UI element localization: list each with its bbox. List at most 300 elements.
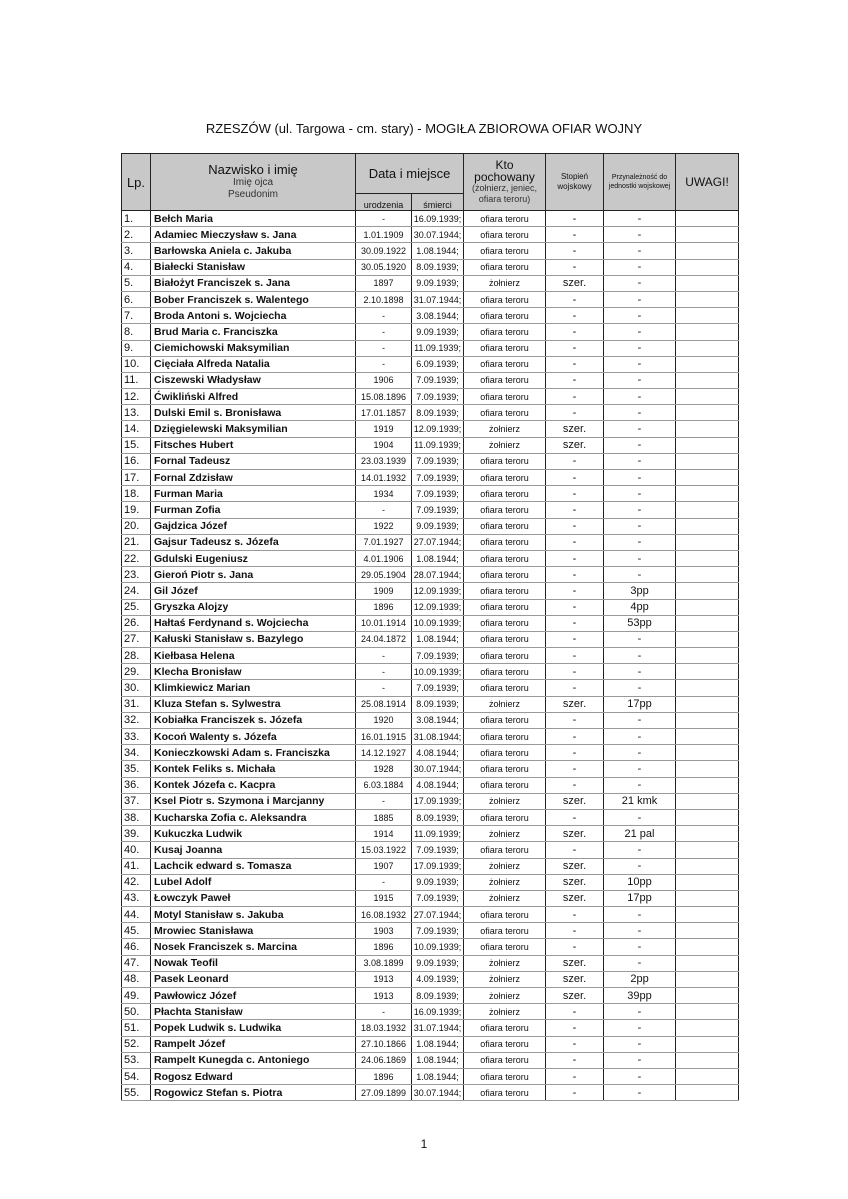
row-kto: ofiara teroru: [464, 680, 546, 696]
row-unit: -: [604, 211, 676, 227]
row-unit: -: [604, 550, 676, 566]
row-unit: -: [604, 389, 676, 405]
row-unit: -: [604, 518, 676, 534]
row-stopien: szer.: [546, 858, 604, 874]
row-birth: -: [356, 340, 412, 356]
row-number: 40.: [122, 842, 151, 858]
row-death: 31.07.1944;: [412, 291, 464, 307]
row-name: Nosek Franciszek s. Marcina: [151, 939, 356, 955]
row-unit: -: [604, 1052, 676, 1068]
row-name: Rogosz Edward: [151, 1068, 356, 1084]
row-stopien: -: [546, 1052, 604, 1068]
row-birth: -: [356, 874, 412, 890]
row-stopien: -: [546, 534, 604, 550]
row-birth: 1934: [356, 486, 412, 502]
row-birth: 24.06.1869: [356, 1052, 412, 1068]
table-row: [122, 923, 739, 939]
row-name: Kontek Józefa c. Kacpra: [151, 777, 356, 793]
row-unit: -: [604, 437, 676, 453]
page-number: 1: [420, 1137, 428, 1151]
row-number: 26.: [122, 615, 151, 631]
row-death: 12.09.1939;: [412, 421, 464, 437]
row-uwagi: [676, 631, 739, 647]
header-death: śmierci: [412, 194, 464, 211]
row-kto: ofiara teroru: [464, 259, 546, 275]
row-number: 29.: [122, 664, 151, 680]
row-uwagi: [676, 777, 739, 793]
row-birth: 1928: [356, 761, 412, 777]
row-unit: -: [604, 340, 676, 356]
row-name: Fornal Zdzisław: [151, 470, 356, 486]
row-kto: ofiara teroru: [464, 308, 546, 324]
row-name: Popek Ludwik s. Ludwika: [151, 1020, 356, 1036]
table-row: [122, 486, 739, 502]
table-row: [122, 696, 739, 712]
row-uwagi: [676, 356, 739, 372]
row-number: 47.: [122, 955, 151, 971]
row-name: Lachcik edward s. Tomasza: [151, 858, 356, 874]
row-uwagi: [676, 826, 739, 842]
row-stopien: -: [546, 923, 604, 939]
row-uwagi: [676, 518, 739, 534]
row-unit: -: [604, 648, 676, 664]
row-death: 1.08.1944;: [412, 631, 464, 647]
row-name: Ksel Piotr s. Szymona i Marcjanny: [151, 793, 356, 809]
row-kto: żołnierz: [464, 437, 546, 453]
row-stopien: -: [546, 243, 604, 259]
row-kto: ofiara teroru: [464, 405, 546, 421]
row-uwagi: [676, 211, 739, 227]
row-name: Motyl Stanisław s. Jakuba: [151, 907, 356, 923]
table-row: [122, 680, 739, 696]
table-row: [122, 243, 739, 259]
row-number: 51.: [122, 1020, 151, 1036]
row-number: 28.: [122, 648, 151, 664]
table-row: [122, 1052, 739, 1068]
row-number: 37.: [122, 793, 151, 809]
row-unit: -: [604, 680, 676, 696]
row-death: 9.09.1939;: [412, 874, 464, 890]
row-kto: ofiara teroru: [464, 567, 546, 583]
row-birth: 1920: [356, 712, 412, 728]
row-stopien: -: [546, 308, 604, 324]
row-kto: ofiara teroru: [464, 518, 546, 534]
row-name: Gajdzica Józef: [151, 518, 356, 534]
row-uwagi: [676, 291, 739, 307]
row-stopien: -: [546, 777, 604, 793]
row-number: 6.: [122, 291, 151, 307]
row-death: 4.08.1944;: [412, 745, 464, 761]
table-row: [122, 615, 739, 631]
row-number: 10.: [122, 356, 151, 372]
table-row: [122, 648, 739, 664]
table-row: [122, 599, 739, 615]
row-unit: -: [604, 259, 676, 275]
row-name: Kontek Feliks s. Michała: [151, 761, 356, 777]
row-name: Gil Józef: [151, 583, 356, 599]
row-number: 20.: [122, 518, 151, 534]
row-birth: 1897: [356, 275, 412, 291]
table-row: [122, 405, 739, 421]
row-stopien: -: [546, 907, 604, 923]
row-uwagi: [676, 599, 739, 615]
row-uwagi: [676, 470, 739, 486]
row-unit: -: [604, 712, 676, 728]
row-number: 36.: [122, 777, 151, 793]
row-name: Bober Franciszek s. Walentego: [151, 291, 356, 307]
row-name: Ciszewski Władysław: [151, 372, 356, 388]
row-name: Kobiałka Franciszek s. Józefa: [151, 712, 356, 728]
row-death: 9.09.1939;: [412, 275, 464, 291]
row-unit: 10pp: [604, 874, 676, 890]
row-death: 1.08.1944;: [412, 1052, 464, 1068]
row-birth: -: [356, 308, 412, 324]
table-body: [122, 211, 739, 1101]
row-uwagi: [676, 324, 739, 340]
row-number: 41.: [122, 858, 151, 874]
row-birth: 16.08.1932: [356, 907, 412, 923]
row-stopien: -: [546, 453, 604, 469]
row-kto: ofiara teroru: [464, 453, 546, 469]
row-name: Białecki Stanisław: [151, 259, 356, 275]
row-death: 7.09.1939;: [412, 453, 464, 469]
row-kto: ofiara teroru: [464, 842, 546, 858]
row-stopien: -: [546, 809, 604, 825]
row-uwagi: [676, 405, 739, 421]
row-birth: -: [356, 502, 412, 518]
table-row: [122, 259, 739, 275]
row-stopien: -: [546, 486, 604, 502]
row-stopien: -: [546, 470, 604, 486]
row-name: Furman Zofia: [151, 502, 356, 518]
row-uwagi: [676, 534, 739, 550]
row-death: 31.07.1944;: [412, 1020, 464, 1036]
row-birth: 27.09.1899: [356, 1085, 412, 1101]
row-death: 9.09.1939;: [412, 518, 464, 534]
table-row: [122, 470, 739, 486]
table-row: [122, 793, 739, 809]
row-birth: 27.10.1866: [356, 1036, 412, 1052]
row-kto: ofiara teroru: [464, 583, 546, 599]
row-stopien: -: [546, 211, 604, 227]
row-name: Fitsches Hubert: [151, 437, 356, 453]
row-birth: 1913: [356, 988, 412, 1004]
row-number: 43.: [122, 890, 151, 906]
row-uwagi: [676, 1052, 739, 1068]
row-number: 12.: [122, 389, 151, 405]
row-number: 48.: [122, 971, 151, 987]
row-number: 21.: [122, 534, 151, 550]
row-unit: -: [604, 939, 676, 955]
row-uwagi: [676, 1020, 739, 1036]
row-kto: żołnierz: [464, 858, 546, 874]
row-kto: ofiara teroru: [464, 356, 546, 372]
row-death: 7.09.1939;: [412, 680, 464, 696]
row-name: Lubel Adolf: [151, 874, 356, 890]
row-death: 28.07.1944;: [412, 567, 464, 583]
row-name: Kusaj Joanna: [151, 842, 356, 858]
row-death: 11.09.1939;: [412, 437, 464, 453]
row-kto: ofiara teroru: [464, 502, 546, 518]
row-uwagi: [676, 712, 739, 728]
row-unit: -: [604, 745, 676, 761]
row-stopien: szer.: [546, 971, 604, 987]
row-name: Ćwikliński Alfred: [151, 389, 356, 405]
table-row: [122, 567, 739, 583]
row-number: 4.: [122, 259, 151, 275]
row-name: Rampelt Józef: [151, 1036, 356, 1052]
row-birth: 1909: [356, 583, 412, 599]
table-row: [122, 372, 739, 388]
row-unit: -: [604, 729, 676, 745]
row-stopien: -: [546, 389, 604, 405]
row-number: 15.: [122, 437, 151, 453]
row-kto: żołnierz: [464, 988, 546, 1004]
row-uwagi: [676, 971, 739, 987]
table-row: [122, 518, 739, 534]
row-unit: -: [604, 1036, 676, 1052]
row-birth: 1915: [356, 890, 412, 906]
row-birth: 14.01.1932: [356, 470, 412, 486]
table-row: [122, 1036, 739, 1052]
row-death: 7.09.1939;: [412, 372, 464, 388]
row-stopien: -: [546, 1085, 604, 1101]
row-stopien: -: [546, 502, 604, 518]
row-kto: ofiara teroru: [464, 243, 546, 259]
row-name: Dzięgielewski Maksymilian: [151, 421, 356, 437]
row-kto: ofiara teroru: [464, 599, 546, 615]
row-uwagi: [676, 923, 739, 939]
burial-table: [121, 153, 739, 1101]
row-kto: ofiara teroru: [464, 486, 546, 502]
row-death: 12.09.1939;: [412, 599, 464, 615]
row-birth: 1896: [356, 939, 412, 955]
row-name: Pawłowicz Józef: [151, 988, 356, 1004]
row-name: Nowak Teofil: [151, 955, 356, 971]
row-uwagi: [676, 680, 739, 696]
row-kto: żołnierz: [464, 275, 546, 291]
row-unit: -: [604, 1085, 676, 1101]
row-number: 34.: [122, 745, 151, 761]
row-death: 7.09.1939;: [412, 648, 464, 664]
row-number: 14.: [122, 421, 151, 437]
row-birth: 1922: [356, 518, 412, 534]
row-unit: -: [604, 567, 676, 583]
row-death: 1.08.1944;: [412, 550, 464, 566]
row-number: 45.: [122, 923, 151, 939]
header-row: [122, 154, 739, 194]
row-birth: 25.08.1914: [356, 696, 412, 712]
row-number: 5.: [122, 275, 151, 291]
table-row: [122, 761, 739, 777]
row-kto: ofiara teroru: [464, 729, 546, 745]
row-birth: -: [356, 664, 412, 680]
row-kto: ofiara teroru: [464, 1068, 546, 1084]
row-uwagi: [676, 842, 739, 858]
row-uwagi: [676, 939, 739, 955]
row-birth: -: [356, 211, 412, 227]
row-number: 19.: [122, 502, 151, 518]
row-unit: -: [604, 275, 676, 291]
row-name: Klimkiewicz Marian: [151, 680, 356, 696]
row-death: 1.08.1944;: [412, 243, 464, 259]
row-uwagi: [676, 502, 739, 518]
row-uwagi: [676, 453, 739, 469]
row-stopien: szer.: [546, 955, 604, 971]
row-number: 16.: [122, 453, 151, 469]
table-row: [122, 502, 739, 518]
row-name: Kiełbasa Helena: [151, 648, 356, 664]
row-kto: ofiara teroru: [464, 939, 546, 955]
row-kto: żołnierz: [464, 874, 546, 890]
row-birth: -: [356, 356, 412, 372]
table-row: [122, 550, 739, 566]
row-kto: ofiara teroru: [464, 1020, 546, 1036]
row-birth: 1885: [356, 809, 412, 825]
row-birth: 1903: [356, 923, 412, 939]
row-unit: -: [604, 1068, 676, 1084]
row-birth: 1896: [356, 599, 412, 615]
row-death: 31.08.1944;: [412, 729, 464, 745]
row-kto: ofiara teroru: [464, 211, 546, 227]
table-row: [122, 389, 739, 405]
table-row: [122, 631, 739, 647]
row-unit: -: [604, 907, 676, 923]
row-unit: -: [604, 955, 676, 971]
row-stopien: -: [546, 550, 604, 566]
row-kto: ofiara teroru: [464, 324, 546, 340]
row-uwagi: [676, 1068, 739, 1084]
row-birth: 14.12.1927: [356, 745, 412, 761]
row-name: Brud Maria c. Franciszka: [151, 324, 356, 340]
row-unit: 17pp: [604, 890, 676, 906]
row-unit: 21 pal: [604, 826, 676, 842]
row-number: 18.: [122, 486, 151, 502]
table-row: [122, 874, 739, 890]
table-row: [122, 291, 739, 307]
row-birth: 6.03.1884: [356, 777, 412, 793]
row-death: 6.09.1939;: [412, 356, 464, 372]
row-birth: 1907: [356, 858, 412, 874]
row-kto: ofiara teroru: [464, 712, 546, 728]
row-birth: -: [356, 793, 412, 809]
table-row: [122, 712, 739, 728]
row-unit: 3pp: [604, 583, 676, 599]
header-kto-main: Kto pochowany: [474, 158, 535, 184]
row-number: 55.: [122, 1085, 151, 1101]
row-unit: -: [604, 486, 676, 502]
row-name: Furman Maria: [151, 486, 356, 502]
row-kto: ofiara teroru: [464, 1052, 546, 1068]
row-number: 49.: [122, 988, 151, 1004]
row-birth: 3.08.1899: [356, 955, 412, 971]
row-number: 24.: [122, 583, 151, 599]
row-number: 31.: [122, 696, 151, 712]
row-stopien: -: [546, 1020, 604, 1036]
row-death: 3.08.1944;: [412, 712, 464, 728]
row-unit: 4pp: [604, 599, 676, 615]
row-death: 8.09.1939;: [412, 988, 464, 1004]
row-unit: -: [604, 324, 676, 340]
row-death: 16.09.1939;: [412, 1004, 464, 1020]
row-kto: ofiara teroru: [464, 372, 546, 388]
document-title: RZESZÓW (ul. Targowa - cm. stary) - MOGIŁA ZBIOROWA OFIAR WOJNY: [205, 121, 643, 136]
row-kto: żołnierz: [464, 826, 546, 842]
row-birth: 1914: [356, 826, 412, 842]
row-death: 16.09.1939;: [412, 211, 464, 227]
row-name: Dulski Emil s. Bronisława: [151, 405, 356, 421]
row-birth: 30.09.1922: [356, 243, 412, 259]
row-unit: -: [604, 1020, 676, 1036]
header-name-main: Nazwisko i imię: [208, 162, 298, 177]
row-stopien: -: [546, 599, 604, 615]
row-death: 7.09.1939;: [412, 842, 464, 858]
row-name: Kocoń Walenty s. Józefa: [151, 729, 356, 745]
table-row: [122, 437, 739, 453]
row-kto: żołnierz: [464, 955, 546, 971]
row-kto: ofiara teroru: [464, 534, 546, 550]
row-stopien: szer.: [546, 793, 604, 809]
row-kto: żołnierz: [464, 890, 546, 906]
row-death: 8.09.1939;: [412, 259, 464, 275]
row-birth: 30.05.1920: [356, 259, 412, 275]
row-unit: -: [604, 356, 676, 372]
row-kto: ofiara teroru: [464, 631, 546, 647]
table-row: [122, 809, 739, 825]
row-stopien: szer.: [546, 890, 604, 906]
row-kto: ofiara teroru: [464, 550, 546, 566]
row-number: 25.: [122, 599, 151, 615]
row-number: 11.: [122, 372, 151, 388]
table-row: [122, 324, 739, 340]
row-uwagi: [676, 275, 739, 291]
row-death: 8.09.1939;: [412, 809, 464, 825]
row-unit: -: [604, 470, 676, 486]
row-death: 11.09.1939;: [412, 826, 464, 842]
row-name: Rogowicz Stefan s. Piotra: [151, 1085, 356, 1101]
header-date-place: Data i miejsce: [356, 154, 464, 194]
row-uwagi: [676, 874, 739, 890]
row-unit: -: [604, 923, 676, 939]
row-name: Kukuczka Ludwik: [151, 826, 356, 842]
row-stopien: -: [546, 227, 604, 243]
row-number: 50.: [122, 1004, 151, 1020]
row-birth: 29.05.1904: [356, 567, 412, 583]
row-number: 52.: [122, 1036, 151, 1052]
row-unit: -: [604, 502, 676, 518]
row-uwagi: [676, 1085, 739, 1101]
row-death: 12.09.1939;: [412, 583, 464, 599]
row-unit: -: [604, 405, 676, 421]
row-uwagi: [676, 890, 739, 906]
row-uwagi: [676, 793, 739, 809]
row-unit: 53pp: [604, 615, 676, 631]
table-row: [122, 1068, 739, 1084]
row-birth: 18.03.1932: [356, 1020, 412, 1036]
table-row: [122, 907, 739, 923]
row-unit: -: [604, 421, 676, 437]
row-number: 1.: [122, 211, 151, 227]
row-uwagi: [676, 955, 739, 971]
row-uwagi: [676, 308, 739, 324]
row-birth: -: [356, 648, 412, 664]
row-stopien: -: [546, 631, 604, 647]
table-row: [122, 664, 739, 680]
row-unit: -: [604, 453, 676, 469]
row-uwagi: [676, 421, 739, 437]
row-kto: ofiara teroru: [464, 227, 546, 243]
row-name: Barłowska Aniela c. Jakuba: [151, 243, 356, 259]
